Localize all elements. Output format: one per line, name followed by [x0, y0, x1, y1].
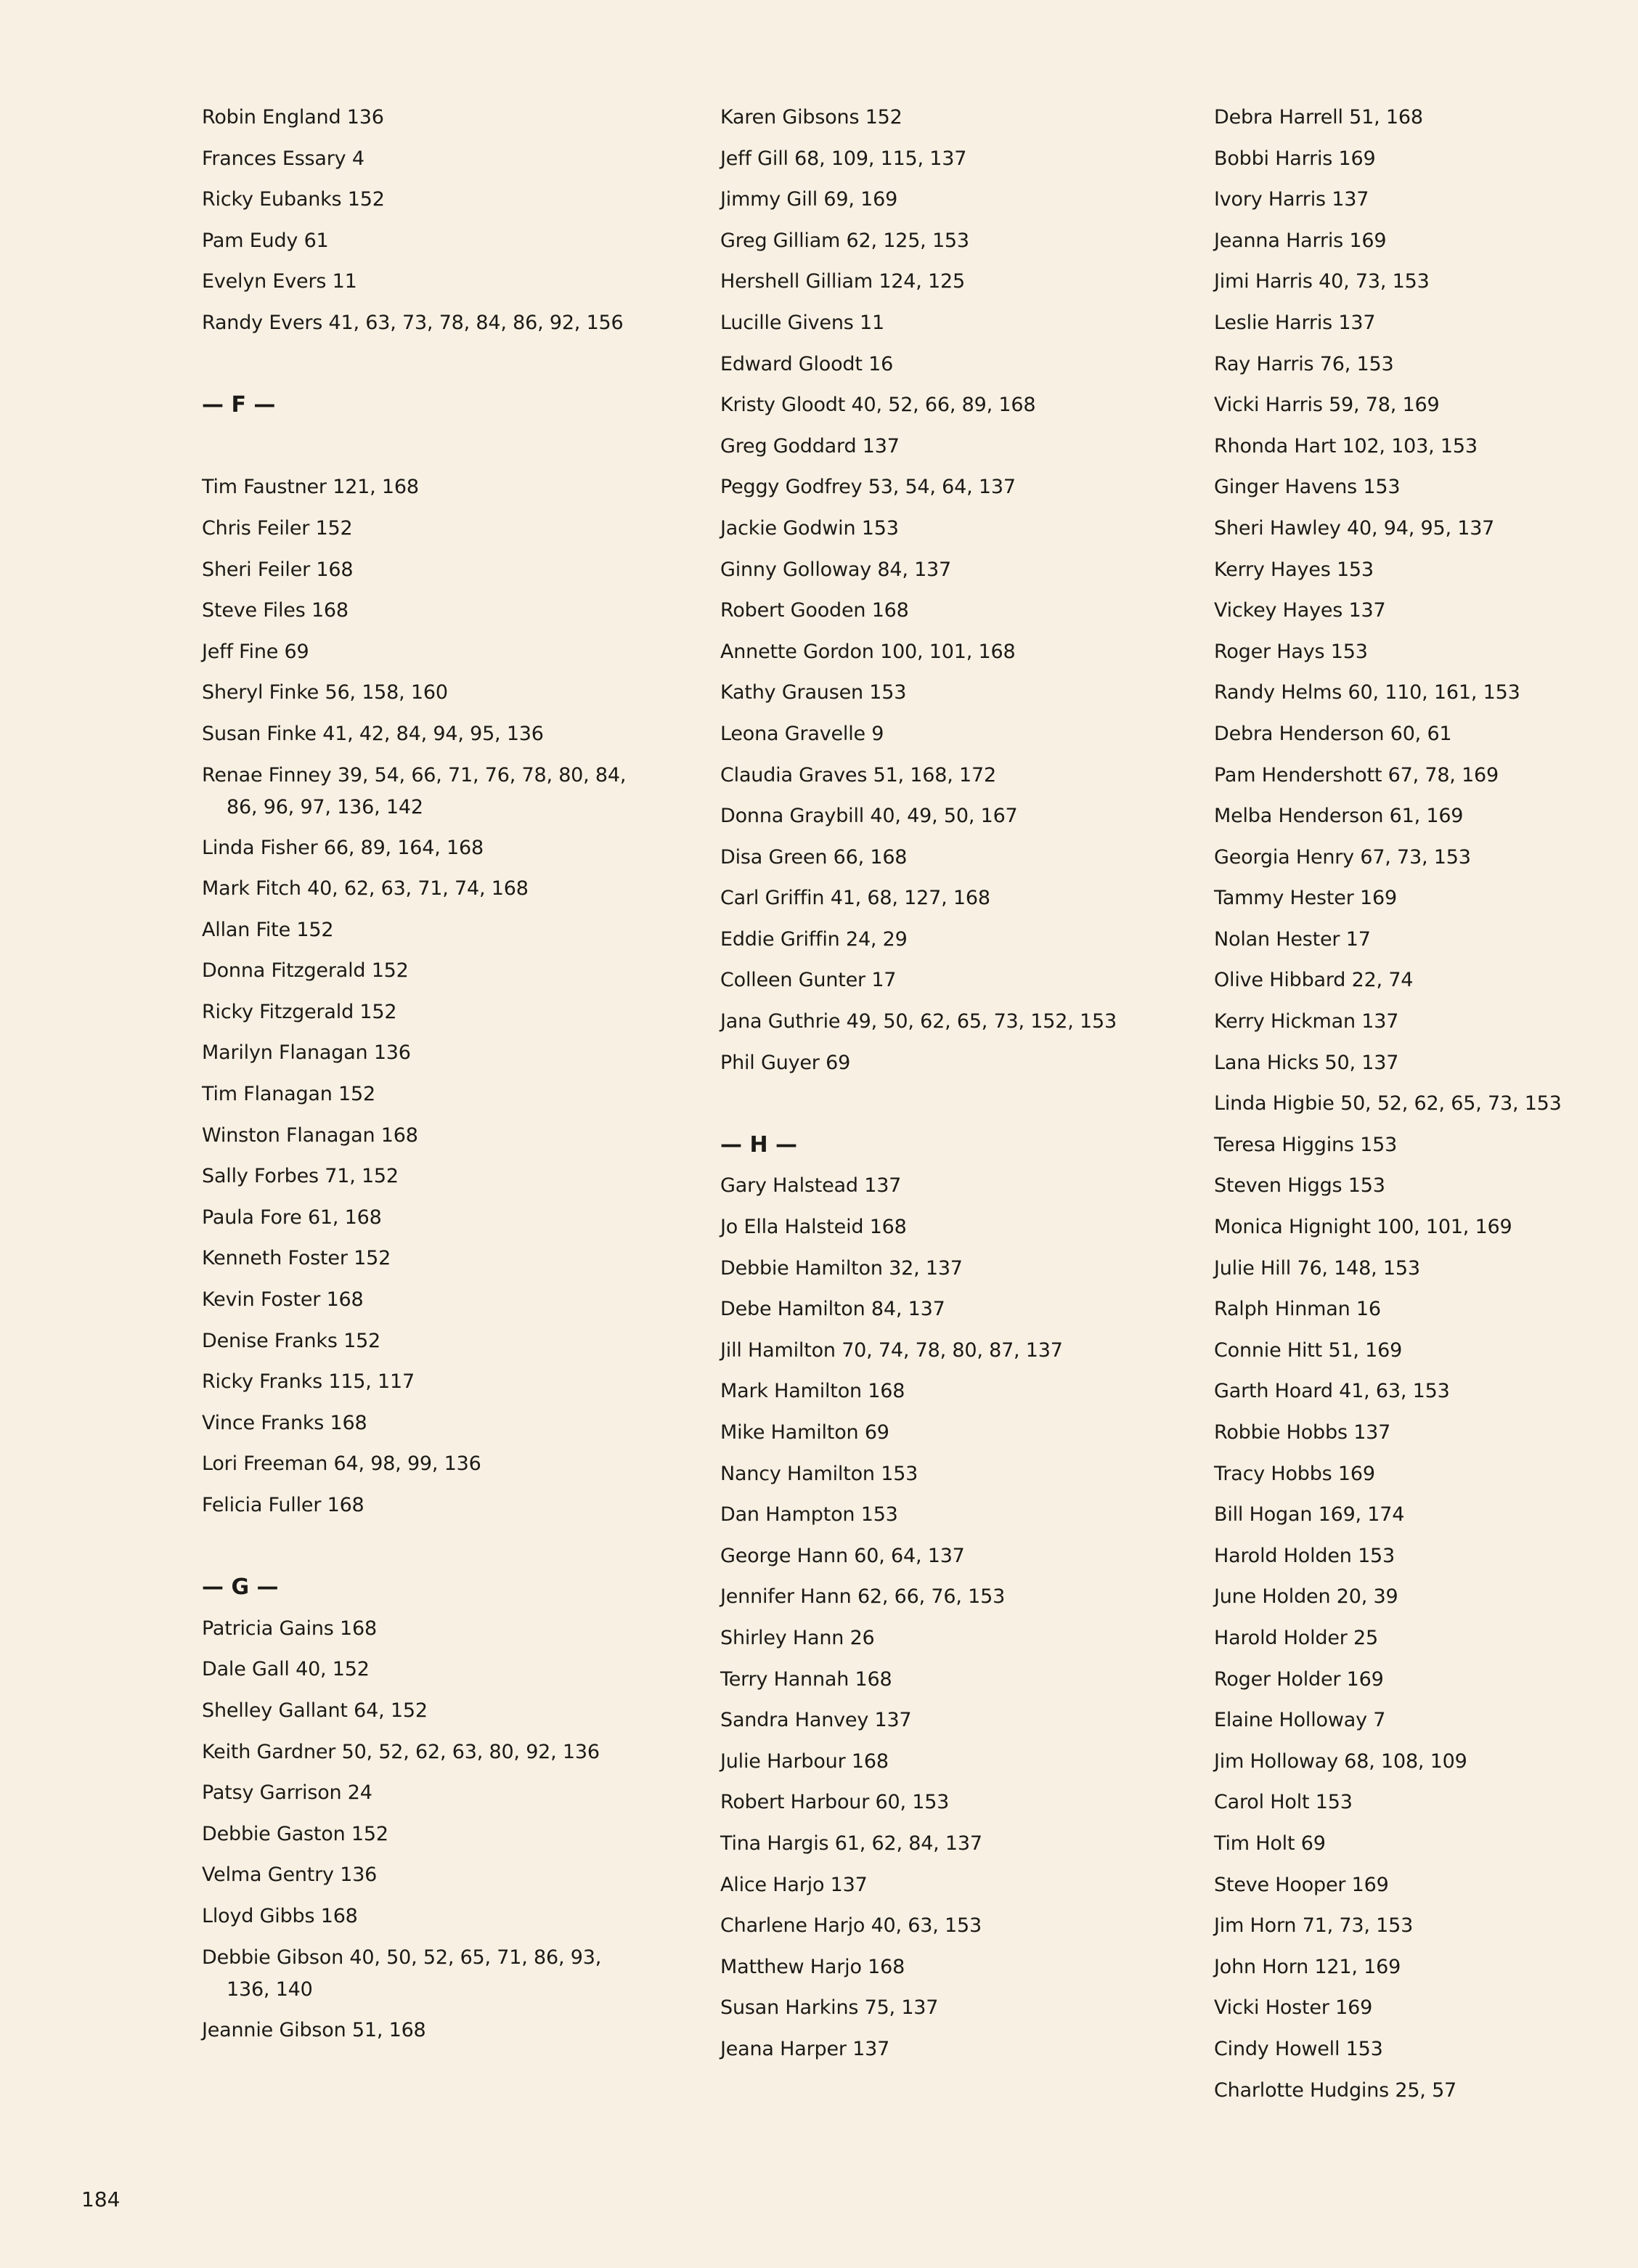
- index-entry: [1214, 554, 1638, 596]
- index-entry: [720, 1458, 1228, 1500]
- index-entry-text: Carl Griffin 41, 68, 127, 168: [720, 887, 990, 910]
- index-entry: [720, 1417, 1228, 1458]
- index-entry: [202, 832, 710, 874]
- index-entry-text: Denise Franks 152: [202, 1329, 381, 1352]
- index-entry-text: Georgia Henry 67, 73, 153: [1214, 845, 1471, 869]
- index-entry-text: Rhonda Hart 102, 103, 153: [1214, 434, 1478, 458]
- index-entry: [720, 1293, 1228, 1335]
- index-entry: [1214, 1828, 1638, 1869]
- index-entry-text: Dale Gall 40, 152: [202, 1658, 370, 1681]
- index-entry: [720, 760, 1228, 801]
- index-entry: [720, 389, 1228, 431]
- section-heading: — H —: [720, 1131, 797, 1158]
- index-entry-text: Paula Fore 61, 168: [202, 1206, 382, 1229]
- index-entry: [720, 471, 1228, 513]
- index-entry: [720, 349, 1228, 390]
- index-entry: [1214, 1704, 1638, 1746]
- index-entry-text: Kathy Grausen 153: [720, 681, 907, 704]
- index-entry: [202, 1736, 710, 1778]
- index-entry-text: Roger Hays 153: [1214, 640, 1368, 663]
- index-entry: [202, 1901, 710, 1942]
- index-entry-text: Harold Holder 25: [1214, 1626, 1379, 1649]
- index-entry-text: Patricia Gains 168: [202, 1617, 377, 1640]
- index-entry: [720, 636, 1228, 678]
- index-entry-text: Julie Hill 76, 148, 153: [1214, 1256, 1420, 1280]
- index-entry-text: Sheri Hawley 40, 94, 95, 137: [1214, 516, 1495, 540]
- index-entry: [202, 2015, 710, 2056]
- index-entry-text: Kristy Gloodt 40, 52, 66, 89, 168: [720, 394, 1036, 417]
- index-entry: [720, 1581, 1228, 1622]
- index-entry-text: Jeanna Harris 169: [1214, 229, 1387, 252]
- index-entry: [1214, 307, 1638, 349]
- index-entry-text: Tim Flanagan 152: [202, 1083, 375, 1106]
- index-entry: [202, 1489, 710, 1531]
- index-entry-text: Frances Essary 4: [202, 147, 364, 170]
- index-entry-text: Lloyd Gibbs 168: [202, 1904, 358, 1927]
- index-entry: [1214, 1787, 1638, 1828]
- index-entry: [720, 431, 1228, 472]
- spacer: [202, 431, 710, 472]
- index-entry: [1214, 1746, 1638, 1787]
- index-entry-text: Vince Franks 168: [202, 1411, 367, 1434]
- index-entry-text: Jennifer Hann 62, 66, 76, 153: [720, 1585, 1006, 1609]
- index-entry-text: Vickey Hayes 137: [1214, 599, 1386, 622]
- index-entry-text: Lana Hicks 50, 137: [1214, 1051, 1399, 1074]
- index-entry-text: Vicki Harris 59, 78, 169: [1214, 394, 1440, 417]
- index-entry-text: Carol Holt 153: [1214, 1791, 1353, 1814]
- index-entry-text: Sheryl Finke 56, 158, 160: [202, 681, 448, 704]
- index-entry: [1214, 1458, 1638, 1500]
- index-entry-text: Pam Hendershott 67, 78, 169: [1214, 763, 1499, 787]
- index-entry: [1214, 1417, 1638, 1458]
- index-entry-text: Felicia Fuller 168: [202, 1494, 364, 1516]
- index-entry-text: Karen Gibsons 152: [720, 106, 902, 129]
- index-entry-text: Debra Harrell 51, 168: [1214, 106, 1423, 129]
- index-entry-text: Jill Hamilton 70, 74, 78, 80, 87, 137: [720, 1338, 1063, 1362]
- index-entry-text: Linda Higbie 50, 52, 62, 65, 73, 153: [1214, 1092, 1562, 1115]
- index-entry: [1214, 471, 1638, 513]
- index-entry-text: Renae Finney 39, 54, 66, 71, 76, 78, 80, 84,: [202, 763, 627, 787]
- index-column-2: [720, 102, 1228, 2075]
- index-entry-text: Tina Hargis 61, 62, 84, 137: [720, 1832, 982, 1855]
- index-entry-text: Jimi Harris 40, 73, 153: [1214, 270, 1430, 293]
- index-entry: [1214, 800, 1638, 842]
- index-entry: [1214, 1047, 1638, 1089]
- index-entry-text: Mark Fitch 40, 62, 63, 71, 74, 168: [202, 877, 529, 901]
- index-entry: [720, 225, 1228, 267]
- index-entry: [202, 1325, 710, 1367]
- index-entry: [202, 873, 710, 914]
- index-entry-text: Olive Hibbard 22, 74: [1214, 969, 1414, 992]
- index-entry-text: Randy Evers 41, 63, 73, 78, 84, 86, 92, 156: [202, 311, 624, 334]
- index-entry-text: Jeff Fine 69: [202, 640, 309, 663]
- index-entry-text: Vicki Hoster 169: [1214, 1996, 1373, 2020]
- index-entry: [1214, 389, 1638, 431]
- index-entry-text: Debbie Hamilton 32, 137: [720, 1256, 963, 1280]
- index-entry: [720, 1828, 1228, 1869]
- index-column-1: [202, 102, 710, 2055]
- index-entry-text: Ray Harris 76, 153: [1214, 352, 1394, 375]
- index-entry: [1214, 225, 1638, 267]
- index-entry-text: Tim Holt 69: [1214, 1832, 1326, 1855]
- index-entry-text: Ricky Fitzgerald 152: [202, 1000, 397, 1023]
- index-entry-text: Alice Harjo 137: [720, 1873, 868, 1896]
- index-entry: [720, 677, 1228, 718]
- index-entry-text: Kevin Foster 168: [202, 1288, 364, 1312]
- index-entry: [1214, 595, 1638, 636]
- index-entry: [720, 1540, 1228, 1582]
- index-entry: [720, 513, 1228, 554]
- index-entry: [720, 924, 1228, 965]
- index-entry-text: Marilyn Flanagan 136: [202, 1041, 411, 1065]
- index-entry-text: Bobbi Harris 169: [1214, 147, 1376, 170]
- index-entry-text: Disa Green 66, 168: [720, 845, 908, 869]
- index-entry: [202, 760, 667, 832]
- index-entry: [1214, 1253, 1638, 1294]
- index-entry-text: Sheri Feiler 168: [202, 558, 354, 581]
- index-entry: [1214, 1170, 1638, 1211]
- spacer: [720, 1088, 1228, 1129]
- index-entry-text: Pam Eudy 61: [202, 229, 329, 252]
- index-entry-text: Donna Fitzgerald 152: [202, 959, 409, 983]
- spacer: [202, 349, 710, 390]
- index-entry-text: Donna Graybill 40, 49, 50, 167: [720, 805, 1018, 828]
- index-entry-text: Ricky Eubanks 152: [202, 188, 385, 211]
- index-entry: [202, 1120, 710, 1161]
- index-entry: [202, 225, 710, 267]
- index-entry: [202, 1037, 710, 1078]
- index-entry: [720, 964, 1228, 1006]
- index-entry: [720, 1992, 1228, 2033]
- index-entry: [720, 1746, 1228, 1787]
- index-entry-text: Randy Helms 60, 110, 161, 153: [1214, 681, 1520, 704]
- index-entry-text: Chris Feiler 152: [202, 516, 353, 540]
- index-entry: [202, 1777, 710, 1818]
- index-entry: [720, 1664, 1228, 1705]
- index-entry-text: Mark Hamilton 168: [720, 1380, 905, 1403]
- index-entry: [1214, 2075, 1638, 2116]
- index-entry-text: John Horn 121, 169: [1214, 1955, 1401, 1978]
- index-entry-text: Steven Higgs 153: [1214, 1174, 1385, 1198]
- index-entry-text: Terry Hannah 168: [720, 1667, 892, 1691]
- index-entry-text: Jeannie Gibson 51, 168: [202, 2018, 426, 2041]
- index-entry: [202, 1654, 710, 1695]
- index-entry: [1214, 760, 1638, 801]
- index-entry: [202, 102, 710, 143]
- index-entry: [202, 1407, 710, 1449]
- index-entry: [1214, 1869, 1638, 1911]
- index-entry-text: Leona Gravelle 9: [720, 722, 884, 745]
- index-entry: [1214, 882, 1638, 924]
- index-entry-text: Robin England 136: [202, 106, 384, 129]
- index-entry-text: Cindy Howell 153: [1214, 2037, 1383, 2060]
- index-entry: [1214, 1910, 1638, 1951]
- index-entry-text: Harold Holden 153: [1214, 1544, 1395, 1567]
- index-entry: [1214, 1129, 1638, 1171]
- index-entry-continuation: 136, 140: [227, 1978, 313, 2001]
- index-entry: [202, 1695, 710, 1736]
- index-entry-text: Keith Gardner 50, 52, 62, 63, 80, 92, 136: [202, 1740, 600, 1763]
- index-entry-text: Greg Goddard 137: [720, 434, 900, 458]
- index-entry-text: Edward Gloodt 16: [720, 352, 894, 375]
- index-entry: [1214, 1664, 1638, 1705]
- index-entry: [1214, 266, 1638, 307]
- index-entry: [1214, 964, 1638, 1006]
- index-entry-text: Gary Halstead 137: [720, 1174, 902, 1198]
- index-entry: [720, 842, 1228, 883]
- index-entry-text: Jimmy Gill 69, 169: [720, 188, 898, 211]
- index-entry: [720, 1375, 1228, 1417]
- index-entry-text: Eddie Griffin 24, 29: [720, 927, 908, 951]
- index-entry-text: Nolan Hester 17: [1214, 927, 1371, 951]
- index-entry: [202, 1202, 710, 1243]
- index-entry: [720, 1335, 1228, 1376]
- index-entry-text: Phil Guyer 69: [720, 1051, 851, 1074]
- index-entry: [1214, 924, 1638, 965]
- index-entry-text: Susan Finke 41, 42, 84, 94, 95, 136: [202, 722, 544, 745]
- index-entry: [1214, 1006, 1638, 1047]
- index-entry-text: Debbie Gibson 40, 50, 52, 65, 71, 86, 93,: [202, 1946, 602, 1969]
- index-entry: [202, 1243, 710, 1284]
- index-entry: [1214, 1499, 1638, 1540]
- index-entry-text: Tim Faustner 121, 168: [202, 476, 419, 499]
- index-entry: [720, 1951, 1228, 1993]
- index-entry-text: George Hann 60, 64, 137: [720, 1544, 965, 1567]
- index-entry-text: Roger Holder 169: [1214, 1667, 1384, 1691]
- index-entry: [202, 1818, 710, 1860]
- index-entry-text: Kenneth Foster 152: [202, 1247, 391, 1270]
- index-entry-text: Robbie Hobbs 137: [1214, 1421, 1391, 1444]
- index-entry-text: Linda Fisher 66, 89, 164, 168: [202, 836, 484, 859]
- index-entry: [720, 1704, 1228, 1746]
- index-entry: [1214, 184, 1638, 225]
- index-entry-text: Shelley Gallant 64, 152: [202, 1699, 428, 1722]
- index-entry-text: Jim Horn 71, 73, 153: [1214, 1914, 1414, 1938]
- index-entry: [202, 266, 710, 307]
- index-entry-text: Sally Forbes 71, 152: [202, 1165, 399, 1188]
- index-entry-text: Charlene Harjo 40, 63, 153: [720, 1914, 982, 1938]
- index-entry-text: Winston Flanagan 168: [202, 1123, 418, 1147]
- index-entry: [720, 307, 1228, 349]
- index-entry: [1214, 143, 1638, 184]
- index-entry-text: Teresa Higgins 153: [1214, 1133, 1398, 1156]
- index-entry-text: Ricky Franks 115, 117: [202, 1370, 415, 1394]
- section-heading: — G —: [202, 1574, 279, 1601]
- index-entry: [720, 1170, 1228, 1211]
- index-entry-text: Matthew Harjo 168: [720, 1955, 905, 1978]
- index-entry-text: Velma Gentry 136: [202, 1863, 378, 1887]
- index-entry-text: Robert Harbour 60, 153: [720, 1791, 950, 1814]
- index-entry: [720, 595, 1228, 636]
- index-entry: [202, 554, 710, 596]
- index-entry: [202, 914, 710, 956]
- index-entry: [720, 184, 1228, 225]
- index-entry-text: Hershell Gilliam 124, 125: [720, 270, 965, 293]
- index-entry-text: Claudia Graves 51, 168, 172: [720, 763, 996, 787]
- index-entry: [202, 1942, 667, 2015]
- index-entry-text: Lori Freeman 64, 98, 99, 136: [202, 1452, 481, 1476]
- index-entry-text: Debra Henderson 60, 61: [1214, 722, 1452, 745]
- index-entry-text: Charlotte Hudgins 25, 57: [1214, 2078, 1457, 2102]
- index-entry-text: Tracy Hobbs 169: [1214, 1462, 1375, 1485]
- index-entry-text: Kerry Hickman 137: [1214, 1010, 1399, 1033]
- index-entry: [720, 1006, 1228, 1047]
- index-entry: [1214, 636, 1638, 678]
- index-entry: [202, 513, 710, 554]
- index-entry-text: Lucille Givens 11: [720, 311, 884, 334]
- index-entry: [202, 1366, 710, 1407]
- index-entry-text: Leslie Harris 137: [1214, 311, 1376, 334]
- index-entry: [202, 718, 710, 760]
- index-entry-text: Elaine Holloway 7: [1214, 1709, 1386, 1732]
- index-entry-text: Ginny Golloway 84, 137: [720, 558, 952, 581]
- index-entry: [202, 1859, 710, 1901]
- index-entry-text: Evelyn Evers 11: [202, 270, 357, 293]
- index-entry-continuation: 86, 96, 97, 136, 142: [227, 795, 423, 818]
- index-entry: [1214, 1581, 1638, 1622]
- index-entry-text: Connie Hitt 51, 169: [1214, 1338, 1403, 1362]
- index-entry: [202, 955, 710, 996]
- index-entry: [202, 1613, 710, 1654]
- index-entry: [720, 1869, 1228, 1911]
- index-entry: [720, 1499, 1228, 1540]
- index-entry: [1214, 1992, 1638, 2033]
- section-heading: — F —: [202, 392, 276, 418]
- index-entry: [720, 1047, 1228, 1089]
- index-entry-text: Jackie Godwin 153: [720, 516, 899, 540]
- index-entry: [720, 266, 1228, 307]
- index-entry: [1214, 102, 1638, 143]
- index-entry-text: Jeff Gill 68, 109, 115, 137: [720, 147, 967, 170]
- index-entry: [720, 554, 1228, 596]
- index-entry-text: Peggy Godfrey 53, 54, 64, 137: [720, 476, 1016, 499]
- index-entry-text: Tammy Hester 169: [1214, 887, 1397, 910]
- index-entry: [202, 1448, 710, 1489]
- spacer: [202, 1531, 710, 1572]
- index-entry-text: Bill Hogan 169, 174: [1214, 1503, 1405, 1527]
- index-column-3: [1214, 102, 1638, 2115]
- index-entry: [1214, 1211, 1638, 1253]
- index-entry-text: Shirley Hann 26: [720, 1626, 875, 1649]
- index-entry-text: Kerry Hayes 153: [1214, 558, 1374, 581]
- index-entry-text: Robert Gooden 168: [720, 599, 909, 622]
- index-entry: [1214, 513, 1638, 554]
- index-entry-text: Debe Hamilton 84, 137: [720, 1298, 945, 1321]
- index-entry-text: Sandra Hanvey 137: [720, 1709, 912, 1732]
- index-entry-text: Jeana Harper 137: [720, 2037, 890, 2060]
- index-entry-text: Colleen Gunter 17: [720, 969, 897, 992]
- index-entry-text: Annette Gordon 100, 101, 168: [720, 640, 1016, 663]
- index-entry-text: Allan Fite 152: [202, 918, 334, 941]
- index-entry: [202, 1161, 710, 1202]
- index-entry: [202, 184, 710, 225]
- index-entry: [1214, 1540, 1638, 1582]
- index-entry-text: Nancy Hamilton 153: [720, 1462, 918, 1485]
- index-entry: [1214, 1622, 1638, 1664]
- index-entry: [202, 595, 710, 636]
- index-entry: [1214, 677, 1638, 718]
- index-entry: [720, 1253, 1228, 1294]
- index-entry: [1214, 349, 1638, 390]
- index-entry: [720, 1211, 1228, 1253]
- index-entry: [1214, 718, 1638, 760]
- index-entry: [720, 882, 1228, 924]
- index-entry-text: Steve Hooper 169: [1214, 1873, 1389, 1896]
- index-entry: [720, 800, 1228, 842]
- index-entry-text: Ivory Harris 137: [1214, 188, 1369, 211]
- index-entry-text: Garth Hoard 41, 63, 153: [1214, 1380, 1450, 1403]
- index-entry-text: Mike Hamilton 69: [720, 1421, 889, 1444]
- index-entry-text: Steve Files 168: [202, 599, 349, 622]
- index-entry-text: Dan Hampton 153: [720, 1503, 898, 1527]
- index-entry-text: Jim Holloway 68, 108, 109: [1214, 1749, 1467, 1773]
- index-entry-text: Jana Guthrie 49, 50, 62, 65, 73, 152, 153: [720, 1010, 1117, 1033]
- index-entry-text: Susan Harkins 75, 137: [720, 1996, 939, 2020]
- index-entry-text: Julie Harbour 168: [720, 1749, 889, 1773]
- index-entry-text: June Holden 20, 39: [1214, 1585, 1398, 1609]
- index-entry: [720, 1622, 1228, 1664]
- index-entry: [202, 996, 710, 1038]
- index-entry: [1214, 1293, 1638, 1335]
- index-entry-text: Greg Gilliam 62, 125, 153: [720, 229, 969, 252]
- index-entry: [720, 102, 1228, 143]
- index-entry-text: Ginger Havens 153: [1214, 476, 1401, 499]
- index-entry: [720, 1787, 1228, 1828]
- index-entry: [1214, 2033, 1638, 2075]
- index-entry: [1214, 1335, 1638, 1376]
- index-entry-text: Ralph Hinman 16: [1214, 1298, 1381, 1321]
- index-entry: [1214, 1375, 1638, 1417]
- index-entry: [202, 1078, 710, 1120]
- index-entry: [1214, 431, 1638, 472]
- index-entry: [202, 636, 710, 678]
- index-entry: [202, 471, 710, 513]
- index-entry-text: Patsy Garrison 24: [202, 1781, 372, 1805]
- index-entry: [1214, 1951, 1638, 1993]
- index-entry: [202, 143, 710, 184]
- index-entry-text: Debbie Gaston 152: [202, 1822, 388, 1845]
- index-entry: [1214, 1088, 1638, 1129]
- index-entry: [202, 677, 710, 718]
- index-entry: [1214, 842, 1638, 883]
- index-entry: [202, 307, 710, 349]
- index-entry-text: Melba Henderson 61, 169: [1214, 805, 1464, 828]
- index-entry-text: Monica Hignight 100, 101, 169: [1214, 1216, 1512, 1239]
- index-entry: [720, 718, 1228, 760]
- page-number: 184: [81, 2187, 121, 2211]
- index-entry: [720, 2033, 1228, 2075]
- index-entry: [202, 1284, 710, 1325]
- index-entry-text: Jo Ella Halsteid 168: [720, 1216, 907, 1239]
- index-entry: [720, 1910, 1228, 1951]
- index-entry: [720, 143, 1228, 184]
